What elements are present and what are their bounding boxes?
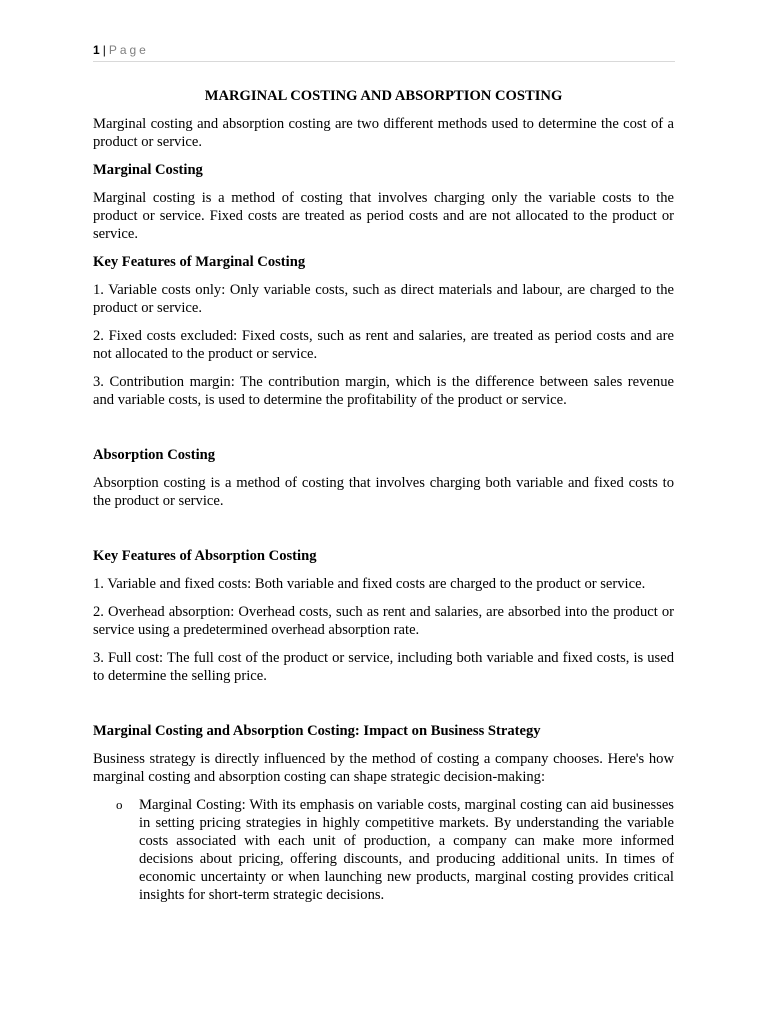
marginal-feature-2: 2. Fixed costs excluded: Fixed costs, such as rent and salaries, are treated as period costs and are not allocated to the product or service. xyxy=(93,328,674,362)
spacer xyxy=(93,419,674,446)
document-title: MARGINAL COSTING AND ABSORPTION COSTING xyxy=(204,88,563,104)
absorption-feature-1: 1. Variable and fixed costs: Both variable and fixed costs are charged to the product or service. xyxy=(93,576,646,592)
absorption-feature-2: 2. Overhead absorption: Overhead costs, such as rent and salaries, are absorbed into the product or service using a predetermined overhead absorption rate. xyxy=(93,604,674,638)
absorption-paragraph: Absorption costing is a method of costing that involves charging both variable and fixed costs to the product or service. xyxy=(93,475,674,509)
absorption-heading: Absorption Costing xyxy=(93,447,216,463)
marginal-paragraph: Marginal costing is a method of costing that involves charging only the variable costs to the product or service. Fixed costs are treated as period costs and are not allocated to the product or service. xyxy=(93,190,674,242)
absorption-feature-3: 3. Full cost: The full cost of the product or service, including both variable and fixed costs, is used to determine the selling price. xyxy=(93,650,674,684)
strategy-bullet-list xyxy=(93,796,674,904)
page-header xyxy=(93,42,675,62)
spacer xyxy=(93,520,674,547)
strategy-heading: Marginal Costing and Absorption Costing: Impact on Business Strategy xyxy=(93,723,541,739)
bullet-marker: o xyxy=(116,797,123,812)
spacer xyxy=(93,695,674,722)
marginal-heading: Marginal Costing xyxy=(93,162,203,178)
strategy-paragraph: Business strategy is directly influenced by the method of costing a company chooses. Here's how marginal costing and absorption costing can shape strategic decision-making: xyxy=(93,751,674,785)
header-separator: | xyxy=(102,43,106,57)
strategy-bullet-text: Marginal Costing: With its emphasis on variable costs, marginal costing can aid businesses in setting pricing strategies in highly competitive markets. By understanding the variable costs associated with each unit of production, a company can make more informed decisions about pricing, offering discounts, and producing additional units. In times of economic uncertainty or when launching new products, marginal costing provides critical insights for short-term strategic decisions. xyxy=(139,797,674,903)
page-label: Page xyxy=(108,43,149,57)
marginal-features-heading: Key Features of Marginal Costing xyxy=(93,254,306,270)
document-body xyxy=(93,87,674,904)
page-number: 1 xyxy=(93,43,100,57)
intro-paragraph: Marginal costing and absorption costing are two different methods used to determine the cost of a product or service. xyxy=(93,116,674,150)
absorption-features-heading: Key Features of Absorption Costing xyxy=(93,548,317,564)
marginal-feature-1: 1. Variable costs only: Only variable costs, such as direct materials and labour, are charged to the product or service. xyxy=(93,282,674,316)
list-item xyxy=(93,796,674,904)
marginal-feature-3: 3. Contribution margin: The contribution margin, which is the difference between sales revenue and variable costs, is used to determine the profitability of the product or service. xyxy=(93,374,674,408)
